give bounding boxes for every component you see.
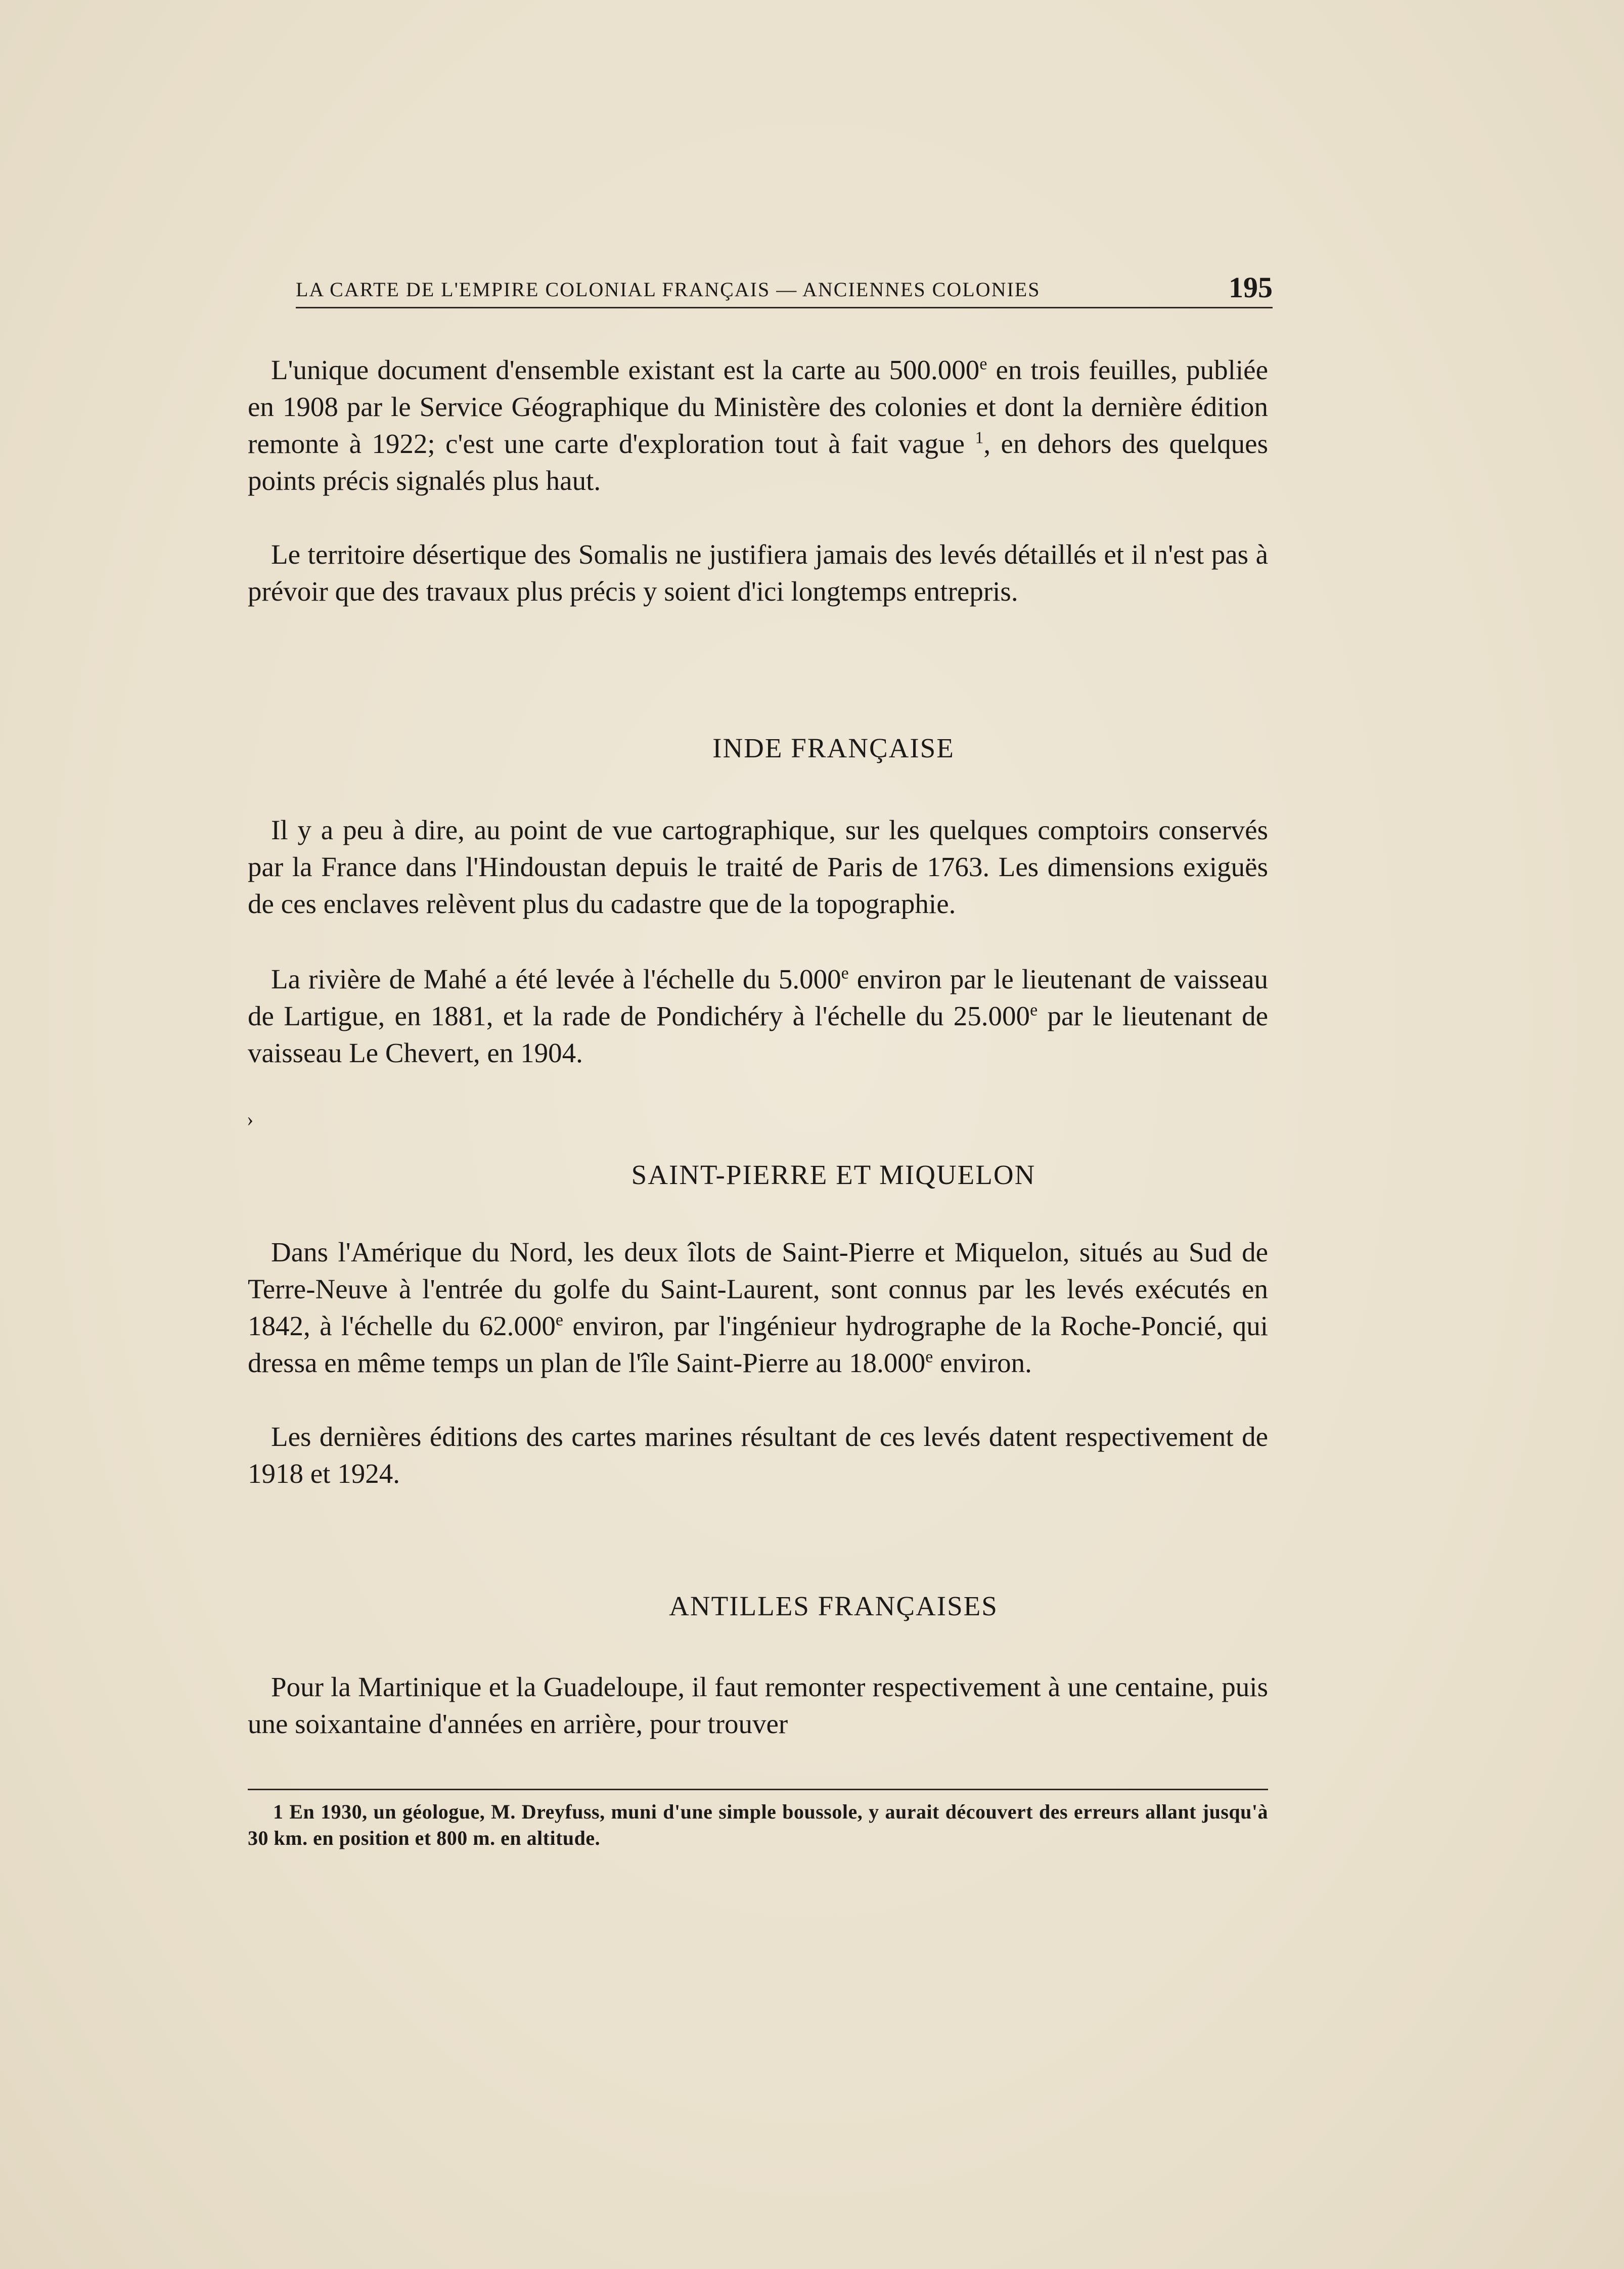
- intro-text-c: , en dehors des quelques points précis signalés plus haut.: [248, 428, 1269, 496]
- antilles-paragraph-1: [248, 1668, 1268, 1742]
- antilles-paragraph-1-text: Pour la Martinique et la Guadeloupe, il faut remonter respectivement à une centaine, puis une soixantaine d'années en arrière, pour trouver: [248, 1671, 1268, 1739]
- intro-text-a: L'unique document d'ensemble existant est la carte au 500.000: [271, 354, 980, 385]
- inde-text-c: par le lieutenant de vaisseau Le Chevert, en 1904.: [248, 1001, 1268, 1068]
- intro-text-b: en trois feuilles, publiée en 1908 par le Service Géographique du Ministère des colonies et dont la dernière édition remonte à 1922; c'est une carte d'exploration tout à fait vague: [248, 354, 1268, 459]
- ordinal-superscript: e: [555, 1310, 563, 1330]
- saint-pierre-text-c: environ.: [933, 1347, 1032, 1378]
- inde-paragraph-1-text: Il y a peu à dire, au point de vue cartographique, sur les quelques comptoirs conservés par la France dans l'Hindoustan depuis le traité de Paris de 1763. Les dimensions exiguës de ces enclaves relèvent plus du cadastre que de la topographie.: [248, 814, 1268, 919]
- ordinal-superscript: e: [925, 1347, 933, 1367]
- inde-text-b: environ par le lieutenant de vaisseau de Lartigue, en 1881, et la rade de Pondichéry à l'échelle du 25.000: [248, 964, 1268, 1031]
- heading-saint-pierre-et-miquelon: SAINT-PIERRE ET MIQUELON: [631, 1159, 1036, 1190]
- intro-paragraph-2: [248, 536, 1268, 610]
- saint-pierre-paragraph-2-text: Les dernières éditions des cartes marines résultant de ces levés datent respectivement de 1918 et 1924.: [248, 1421, 1268, 1489]
- inde-paragraph-1: [248, 811, 1268, 922]
- footnote-text: En 1930, un géologue, M. Dreyfuss, muni d'une simple boussole, y aurait découvert des erreurs allant jusqu'à 30 km. en position et 800 m. en altitude.: [248, 1800, 1268, 1849]
- running-head: [296, 263, 1273, 308]
- saint-pierre-text-b: environ, par l'ingénieur hydrographe de la Roche-Poncié, qui dressa en même temps un plan de l'île Saint-Pierre au 18.000: [248, 1310, 1269, 1378]
- ordinal-superscript: e: [1030, 1001, 1038, 1020]
- running-title: LA CARTE DE L'EMPIRE COLONIAL FRANÇAIS — ANCIENNES COLONIES: [296, 278, 1041, 301]
- intro-paragraph-1: [248, 351, 1268, 499]
- footnote: [248, 1799, 1268, 1851]
- inde-text-a: La rivière de Mahé a été levée à l'échelle du 5.000: [271, 964, 841, 994]
- heading-antilles-francaises: ANTILLES FRANÇAISES: [669, 1591, 998, 1621]
- inde-paragraph-2: [248, 961, 1268, 1071]
- footnote-number: 1: [273, 1800, 284, 1823]
- stray-mark: ›: [247, 1108, 254, 1130]
- saint-pierre-text-a: Dans l'Amérique du Nord, les deux îlots de Saint-Pierre et Miquelon, situés au Sud de Terre-Neuve à l'entrée du golfe du Saint-Laurent, sont connus par les levés exécutés en 1842, à l'échelle du 62.000: [248, 1237, 1268, 1341]
- saint-pierre-paragraph-2: [248, 1418, 1268, 1492]
- intro-paragraph-2-text: Le territoire désertique des Somalis ne justifiera jamais des levés détaillés et il n'est pas à prévoir que des travaux plus précis y soient d'ici longtemps entrepris.: [248, 539, 1268, 607]
- footnote-reference: 1: [975, 428, 984, 447]
- ordinal-superscript: e: [979, 354, 987, 374]
- page-number: 195: [1229, 271, 1273, 304]
- heading-inde-francaise: INDE FRANÇAISE: [712, 733, 955, 763]
- saint-pierre-paragraph-1: [248, 1234, 1268, 1381]
- header-rule: [296, 307, 1273, 308]
- ordinal-superscript: e: [841, 964, 849, 983]
- footnote-rule: [248, 1789, 1268, 1790]
